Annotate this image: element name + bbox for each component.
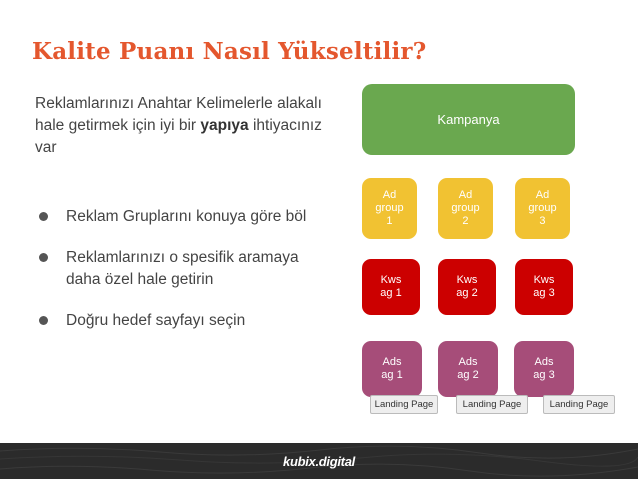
campaign-box: Kampanya	[362, 84, 575, 155]
keywords-box-2: Kws ag 2	[438, 259, 496, 315]
footer-bar	[0, 443, 638, 479]
intro-text	[35, 93, 335, 159]
bullet-text: Doğru hedef sayfayı seçin	[66, 312, 246, 329]
keywords-box-1: Kws ag 1	[362, 259, 420, 315]
ads-box-1: Ads ag 1	[362, 341, 422, 397]
bullet-text: Reklam Gruplarını konuya göre böl	[66, 208, 307, 225]
bullet-dot-icon	[39, 316, 48, 325]
ad-group-box-2: Ad group 2	[438, 178, 493, 239]
landing-page-label-3: Landing Page	[543, 395, 615, 414]
landing-page-label-2: Landing Page	[456, 395, 528, 414]
bullet-text: Reklamlarınızı o spesifik aramaya daha özel hale getirin	[66, 249, 299, 288]
ads-box-3: Ads ag 3	[514, 341, 574, 397]
ads-box-2: Ads ag 2	[438, 341, 498, 397]
bullet-list	[36, 206, 336, 351]
bullet-item	[36, 310, 336, 332]
ad-group-box-1: Ad group 1	[362, 178, 417, 239]
bullet-dot-icon	[39, 212, 48, 221]
intro-text-part1: Reklamlarınızı Anahtar Kelimelerle alakalı hale getirmek için iyi bir	[35, 95, 322, 134]
slide-title: Kalite Puanı Nasıl Yükseltilir?	[32, 38, 427, 65]
keywords-box-3: Kws ag 3	[515, 259, 573, 315]
bullet-item	[36, 206, 336, 228]
intro-text-part2: ihtiyacınız var	[35, 117, 322, 156]
bullet-item	[36, 247, 336, 291]
ad-group-box-3: Ad group 3	[515, 178, 570, 239]
bullet-dot-icon	[39, 253, 48, 262]
intro-text-bold: yapıya	[200, 117, 249, 134]
brand-logo: kubix.digital	[283, 454, 355, 469]
landing-page-label-1: Landing Page	[370, 395, 438, 414]
